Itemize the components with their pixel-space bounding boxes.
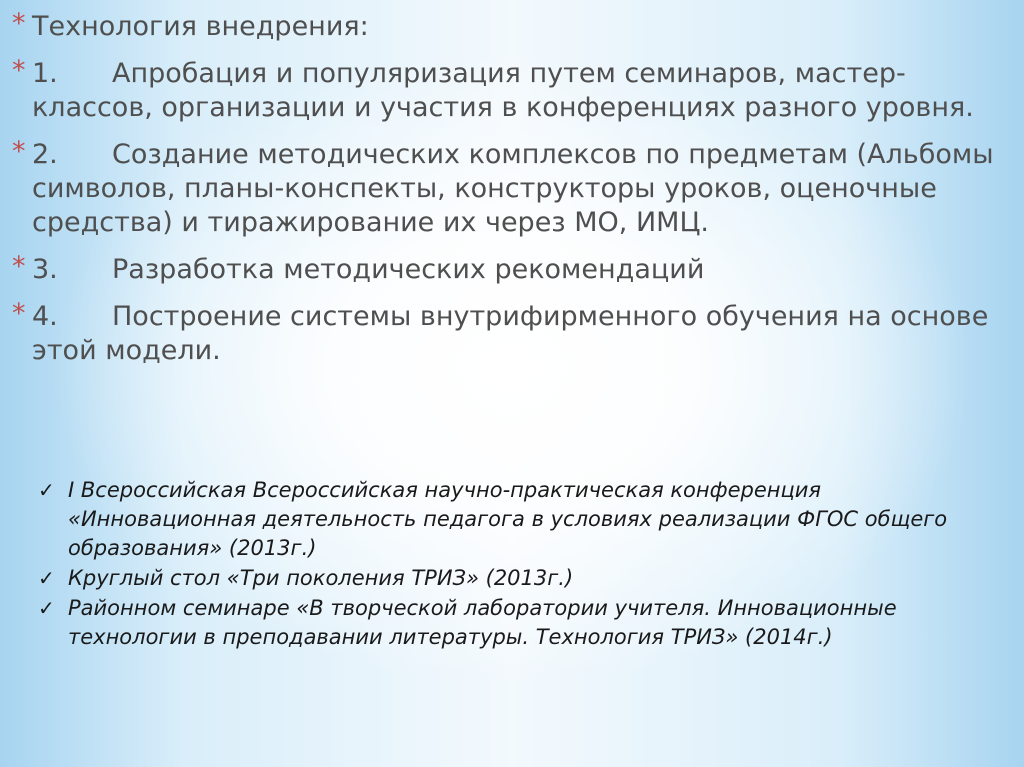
event-item [38, 476, 988, 563]
event-text: Круглый стол «Три поколения ТРИЗ» (2013г.) [68, 566, 574, 590]
event-text: Районном семинаре «В творческой лаборатории учителя. Инновационные технологии в преподавании литературы. Технология ТРИЗ» (2014г.) [68, 596, 897, 649]
implementation-item [10, 57, 1015, 125]
implementation-item [10, 300, 1015, 368]
item-text: Разработка методических рекомендаций [112, 254, 705, 285]
asterisk-bullet-icon: * [12, 55, 26, 86]
event-item [38, 594, 988, 652]
implementation-item [10, 253, 1015, 287]
implementation-item [10, 138, 1015, 240]
implementation-list [10, 10, 1015, 381]
item-text: Построение системы внутрифирменного обучения на основе этой модели. [32, 301, 989, 366]
checkmark-icon: ✓ [38, 566, 55, 590]
asterisk-bullet-icon: * [12, 251, 26, 282]
asterisk-bullet-icon: * [12, 136, 26, 167]
checkmark-icon: ✓ [38, 478, 55, 502]
item-number: 1. [32, 58, 58, 89]
events-list [38, 476, 988, 653]
item-number: 3. [32, 254, 58, 285]
item-text: Апробация и популяризация путем семинаров, мастер-классов, организации и участия в конференциях разного уровня. [32, 58, 974, 123]
heading-text: Технология внедрения: [32, 11, 369, 42]
asterisk-bullet-icon: * [12, 298, 26, 329]
item-number: 4. [32, 301, 58, 332]
item-number: 2. [32, 139, 58, 170]
event-item [38, 564, 988, 593]
checkmark-icon: ✓ [38, 596, 55, 620]
item-text: Создание методических комплексов по предметам (Альбомы символов, планы-конспекты, конструкторы уроков, оценочные средства) и тиражирование их через МО, ИМЦ. [32, 139, 994, 238]
asterisk-bullet-icon: * [12, 8, 26, 39]
event-text: I Всероссийская Всероссийская научно-практическая конференция «Инновационная деятельность педагога в условиях реализации ФГОС общего образования» (2013г.) [68, 478, 948, 560]
implementation-heading [10, 10, 1015, 44]
